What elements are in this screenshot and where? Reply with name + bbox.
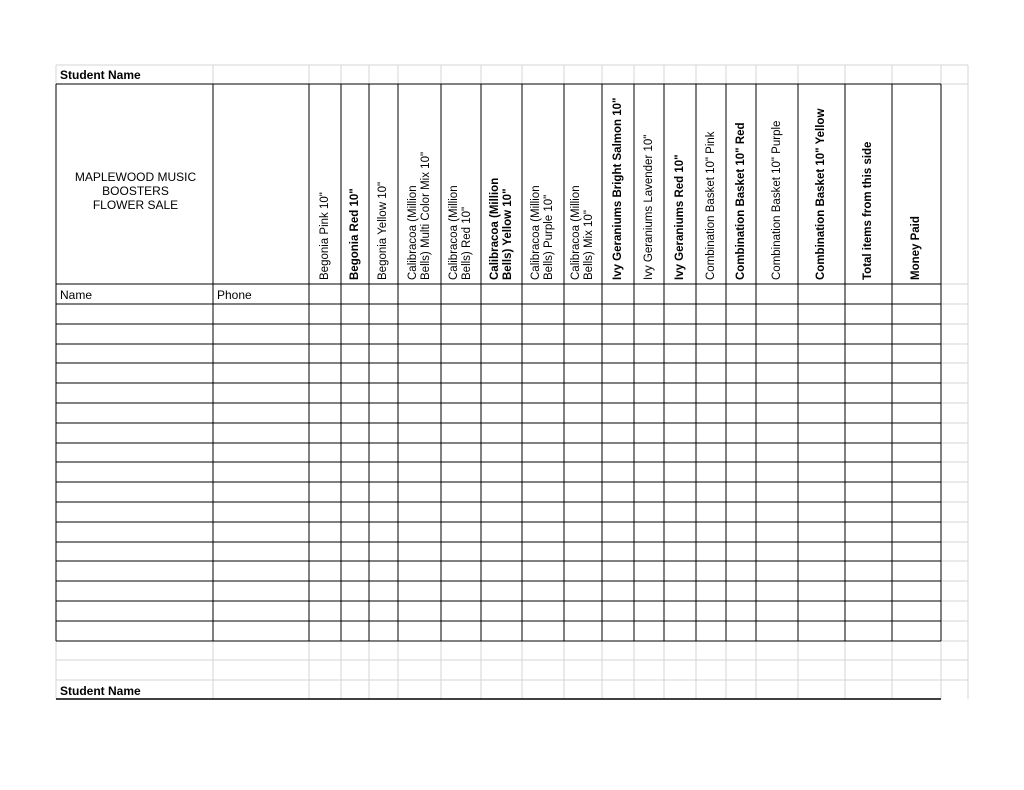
product-column-label-line: Calibracoa (Million bbox=[488, 177, 501, 280]
product-column-label-line: Ivy Geraniums Red 10" bbox=[673, 154, 686, 280]
product-column-label-line: Calibracoa (Million bbox=[448, 185, 460, 280]
sale-title-line-2: BOOSTERS bbox=[102, 184, 169, 198]
product-column-label-line: Begonia Yellow 10" bbox=[377, 181, 389, 280]
product-column-label bbox=[349, 188, 362, 280]
product-column-label bbox=[735, 122, 748, 280]
product-column-label bbox=[815, 109, 828, 280]
product-column-label-line: Bells) Yellow 10" bbox=[501, 188, 514, 280]
student-name-label-bottom: Student Name bbox=[60, 684, 141, 698]
product-column-label-line: Combination Basket 10" Red bbox=[734, 122, 747, 280]
product-column-label-line: Combination Basket 10" Yellow bbox=[815, 108, 827, 280]
product-column-label-line: Bells) Mix 10" bbox=[583, 210, 595, 280]
product-column-label-line: Total items from this side bbox=[862, 141, 874, 280]
product-column-label bbox=[862, 142, 875, 280]
product-column-label-line: Ivy Geraniums Lavender 10" bbox=[642, 134, 655, 280]
product-column-label bbox=[319, 192, 332, 280]
product-column-label bbox=[407, 152, 433, 280]
product-column-label-line: Combination Basket 10" Purple bbox=[770, 120, 783, 280]
product-column-label bbox=[612, 98, 625, 280]
sale-title bbox=[58, 170, 213, 212]
sale-title-line-1: MAPLEWOOD MUSIC bbox=[74, 170, 197, 184]
product-column-label bbox=[377, 182, 390, 280]
product-column-label bbox=[489, 178, 515, 280]
product-column-label-line: Bells) Multi Color Mix 10" bbox=[419, 151, 432, 280]
product-column-label-line: Begonia Pink 10" bbox=[318, 192, 331, 280]
product-column-label-line: Calibracoa (Million bbox=[570, 185, 582, 280]
sale-title-line-3: FLOWER SALE bbox=[92, 198, 179, 212]
product-column-label-line: Bells) Purple 10" bbox=[543, 194, 555, 280]
product-column-label-line: Money Paid bbox=[910, 216, 922, 280]
name-column-header: Name bbox=[60, 288, 93, 302]
product-column-label bbox=[448, 185, 474, 280]
student-name-label-top: Student Name bbox=[60, 68, 141, 82]
product-column-label-line: Ivy Geraniums Bright Salmon 10" bbox=[611, 97, 624, 280]
product-column-label-line: Begonia Red 10" bbox=[348, 188, 361, 280]
product-column-label-line: Combination Basket 10" Pink bbox=[704, 131, 717, 280]
product-column-label-line: Calibracoa (Million bbox=[406, 185, 419, 280]
product-column-label-line: Calibracoa (Million bbox=[530, 185, 542, 280]
product-column-label bbox=[643, 135, 656, 280]
phone-column-header: Phone bbox=[217, 288, 252, 302]
product-column-label bbox=[674, 154, 687, 280]
product-column-label-line: Bells) Red 10" bbox=[461, 206, 473, 280]
product-column-label bbox=[771, 121, 784, 280]
product-column-label bbox=[530, 185, 556, 280]
product-column-label bbox=[570, 185, 596, 280]
product-column-label bbox=[705, 131, 718, 280]
product-column-label bbox=[910, 216, 923, 280]
